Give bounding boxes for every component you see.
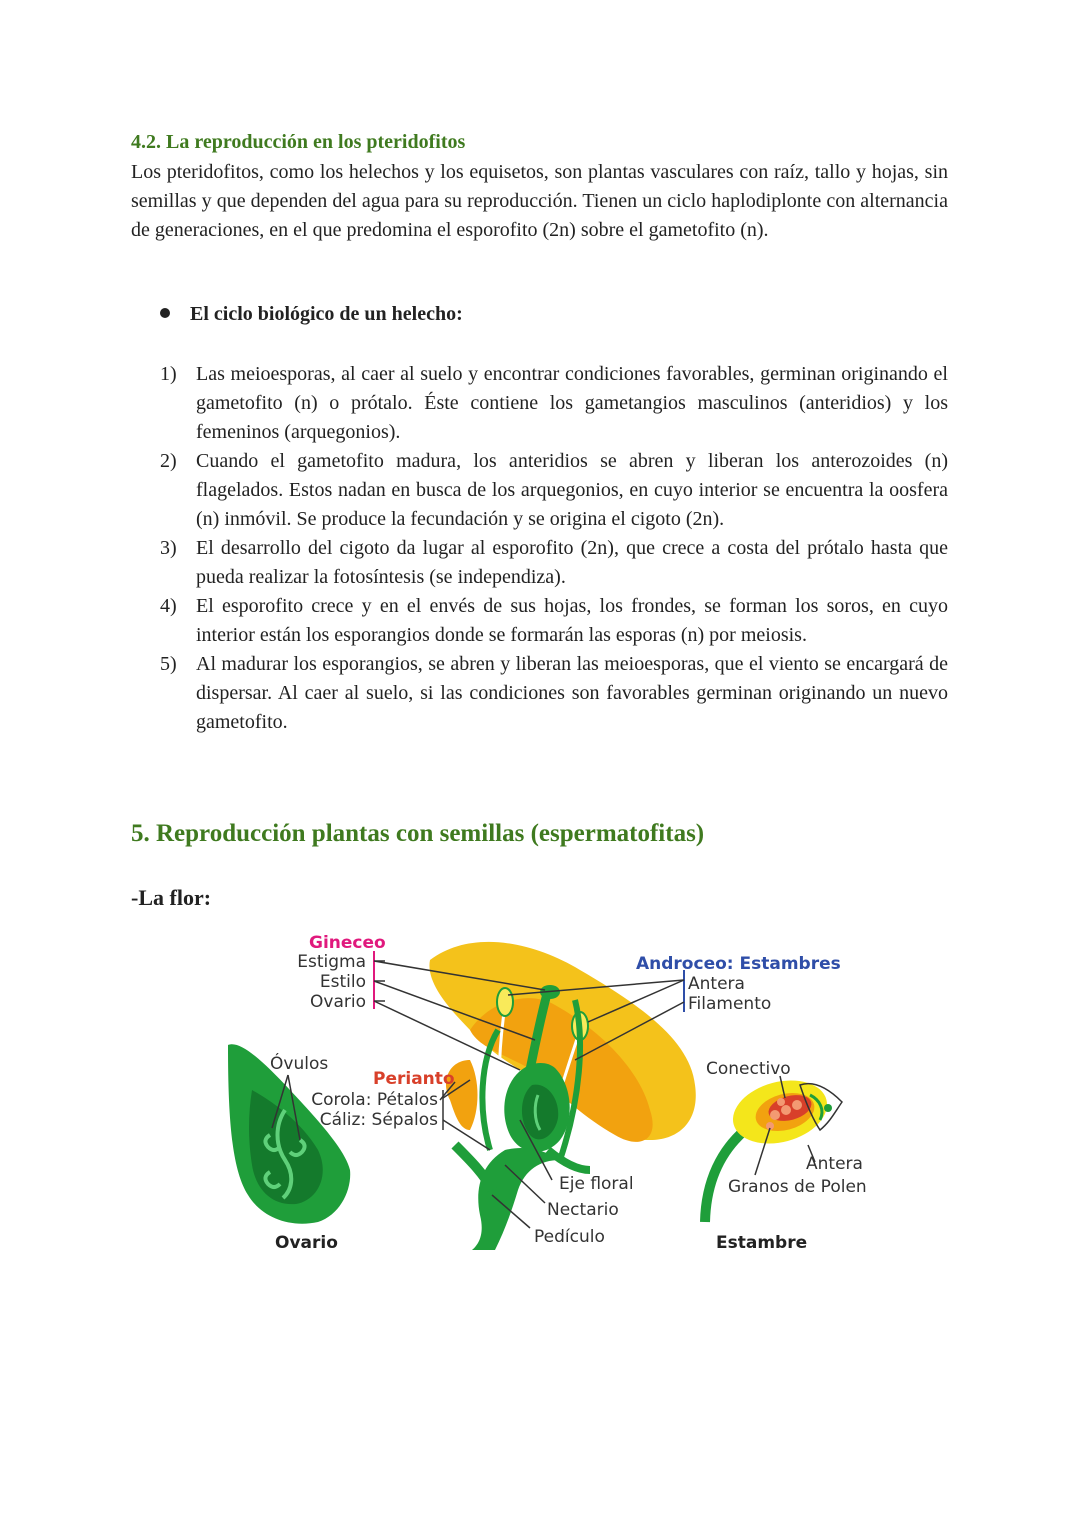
step-number: 3) <box>160 537 177 559</box>
step-number: 4) <box>160 595 177 617</box>
perianto-title: Perianto <box>373 1069 455 1089</box>
androceo-filamento-label: Filamento <box>688 994 772 1014</box>
section-heading-4-2: 4.2. La reproducción en los pteridofitos <box>131 131 466 153</box>
stamen-illustration <box>705 1071 842 1222</box>
conectivo-label: Conectivo <box>706 1059 791 1079</box>
subheading-la-flor: -La flor: <box>131 885 212 910</box>
estambre-caption: Estambre <box>716 1233 808 1253</box>
ovulos-label: Óvulos <box>270 1054 329 1074</box>
step-text: El desarrollo del cigoto da lugar al esporofito (2n), que crece a costa del prótalo hasta que pueda realizar la fotosíntesis (se independiza). <box>196 537 948 588</box>
gineceo-estilo-label: Estilo <box>319 972 366 992</box>
perianto-caliz-label: Cáliz: Sépalos <box>319 1110 438 1130</box>
eje-floral-label: Eje floral <box>559 1174 634 1194</box>
ovario-caption: Ovario <box>275 1233 338 1253</box>
androceo-title: Androceo: Estambres <box>636 954 841 974</box>
nectario-label: Nectario <box>547 1200 619 1220</box>
gineceo-ovario-label: Ovario <box>310 992 366 1012</box>
pediculo-label: Pedículo <box>534 1227 605 1247</box>
perianto-corola-label: Corola: Pétalos <box>311 1090 438 1110</box>
gineceo-title: Gineceo <box>309 933 386 953</box>
granos-polen-label: Granos de Polen <box>728 1177 867 1197</box>
antera-right-label: Antera <box>806 1154 863 1174</box>
step-number: 5) <box>160 653 177 675</box>
step-number: 2) <box>160 450 177 472</box>
step-text: El esporofito crece y en el envés de sus hojas, los frondes, se forman los soros, en cuyo interior están los esporangios donde se formarán las esporas (n) por meiosis. <box>196 595 948 646</box>
androceo-antera-label: Antera <box>688 974 745 994</box>
step-text: Al madurar los esporangios, se abren y liberan las meioesporas, que el viento se encargará de dispersar. Al caer al suelo, si las condiciones son favorables germinan originando un nuevo gametofito. <box>196 653 948 733</box>
section-heading-5: 5. Reproducción plantas con semillas (espermatofitas) <box>131 820 705 847</box>
bullet-text: El ciclo biológico de un helecho: <box>190 303 463 325</box>
step-number: 1) <box>160 363 177 385</box>
step-text: Las meioesporas, al caer al suelo y encontrar condiciones favorables, germinan originando el gametofito (n) o prótalo. Éste contiene los gametangios masculinos (anteridios) y los femeninos (arquegonios). <box>196 363 948 443</box>
step-text: Cuando el gametofito madura, los anteridios se abren y liberan los anterozoides (n) flagelados. Estos nadan en busca de los arquegonios, en cuyo interior se encuentra la oosfera (n) inmóvil. Se produce la fecundación y se origina el cigoto (2n). <box>196 450 948 530</box>
intro-paragraph: Los pteridofitos, como los helechos y los equisetos, son plantas vasculares con raíz, tallo y hojas, sin semillas y que dependen del agua para su reproducción. Tienen un ciclo haplodiplonte con alternancia de generaciones, en el que predomina el esporofito (2n) sobre el gametofito (n). <box>131 161 948 241</box>
gineceo-estigma-label: Estigma <box>297 952 366 972</box>
